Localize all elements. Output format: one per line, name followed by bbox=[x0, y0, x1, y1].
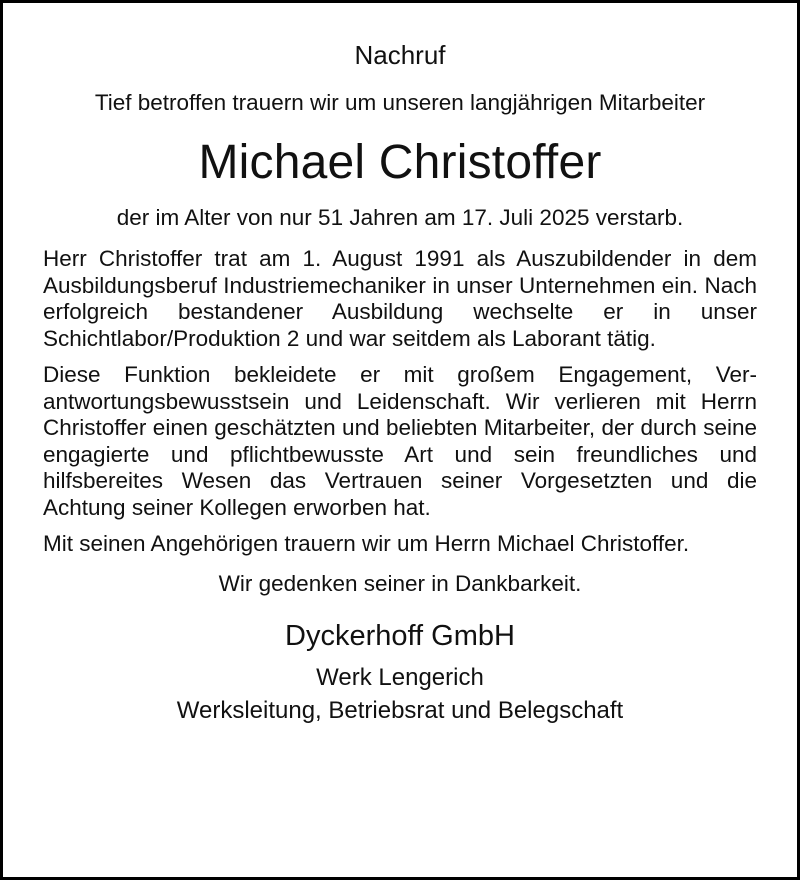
notice-title: Nachruf bbox=[354, 40, 446, 70]
career-paragraph: Herr Christoffer trat am 1. August 1991 als Auszubildender in dem Ausbildungsberuf Industriemechaniker in unser Unternehmen ein. Nach erfolgreich bestandener Ausbildung wechselte er in unser Schichtlabor/Produktion 2 und war seitdem als Laborant tätig. bbox=[43, 246, 757, 351]
age-date-line: der im Alter von nur 51 Jahren am 17. Juli 2025 verstarb. bbox=[116, 205, 684, 230]
closing-line: Wir gedenken seiner in Dankbarkeit. bbox=[218, 570, 582, 596]
condolence-paragraph: Mit seinen Angehörigen trauern wir um Herrn Michael Christoffer. bbox=[43, 531, 690, 556]
intro-line: Tief betroffen trauern wir um unseren langjährigen Mitarbeiter bbox=[94, 90, 706, 115]
tribute-paragraph: Diese Funktion bekleidete er mit großem Engagement, Verantwortungsbewusstsein und Leidenschaft. Wir verlieren mit Herrn Christoffer einen geschätzten und beliebten Mitarbeiter, der durch seine engagierte und pflichtbewusste Art und sein freundliches und hilfsbereites Wesen das Vertrauen seiner Vorgesetzten und die Achtung seiner Kollegen erworben hat. bbox=[43, 362, 757, 520]
deceased-name: Michael Christoffer bbox=[198, 136, 602, 189]
company-name: Dyckerhoff GmbH bbox=[285, 619, 515, 652]
signatories: Werksleitung, Betriebsrat und Belegschaft bbox=[176, 696, 624, 724]
plant-name: Werk Lengerich bbox=[316, 663, 484, 691]
